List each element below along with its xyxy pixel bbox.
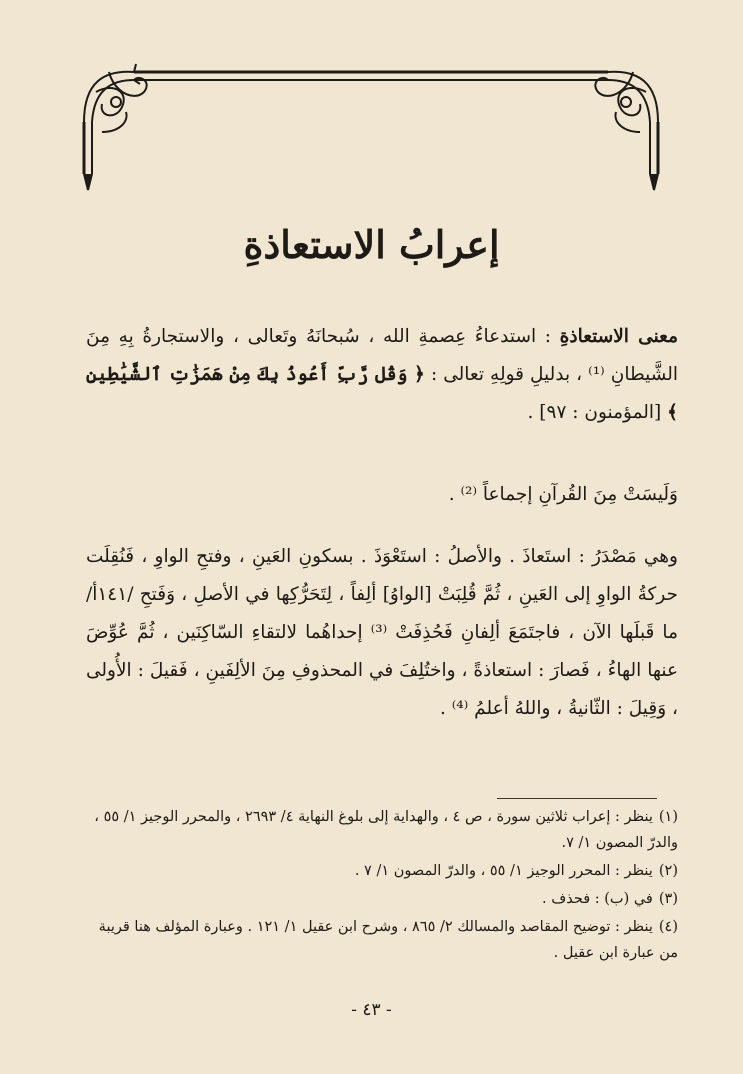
footnote-text: ينظر : إعراب ثلاثين سورة ، ص ٤ ، والهداية إلى بلوغ النهاية ٤/ ٢٦٩٣ ، والمحرر الوجيز ١/ ٥٥ ، والدرّ المصون ١/ ٧. xyxy=(94,809,678,851)
footnote-divider xyxy=(497,798,657,799)
ornamental-frame-icon xyxy=(74,62,668,194)
footnote-text: ينظر : توضيح المقاصد والمسالك ٢/ ٨٦٥ ، وشرح ابن عقيل ١/ ١٢١ . وعبارة المؤلف هنا قريبة من عبارة ابن عقيل . xyxy=(98,919,678,961)
page-title: إعرابُ الاستعاذةِ xyxy=(243,222,500,267)
footnote-number: (٤) xyxy=(658,919,678,935)
footnote-text: في (ب) : فحذف . xyxy=(542,891,653,907)
footnote-item xyxy=(86,804,678,856)
footnote-item xyxy=(86,858,678,884)
paragraph-not-quran: وَلَيسَتْ مِنَ القُرآنِ إجماعاً ⁽²⁾ . xyxy=(448,484,678,505)
quran-verse: ﴿ وَقُل رَّبِّ أَعُوذُ بِكَ مِنْ هَمَزَٰتِ ٱلشَّيَٰطِينِ ﴾ xyxy=(86,364,678,423)
term-heading: معنى الاستعاذةِ xyxy=(559,326,678,347)
footnote-number: (١) xyxy=(658,809,678,825)
paragraph-morphology: وهي مَصْدَرُ : استَعاذَ . والأصلُ : استَعْوَذَ . بسكونِ العَينِ ، وفتحِ الواوِ ، فَنُقِلَت حركةُ الواوِ إلى العَينِ ، ثُمَّ قُلِبَتْ [الواوُ] ألِفاً ، لِتَحَرُّكِها في الأصلِ ، وَفَتحِ /١٤١أ/ ما قَبلَها الآن ، فاجتَمَعَ ألِفانِ فَحُذِفَتْ ⁽³⁾ إحداهُما لالتقاءِ السّاكِنَين ، ثُمَّ عُوِّضَ عنها الهاءُ ، فَصارَ : استعاذةً ، واختُلِفَ في المحذوفِ مِنَ الألِفَينِ ، فَقيلَ : الأُولى ، وَقِيلَ : الثّانيةُ ، واللهُ أعلمُ ⁽⁴⁾ . xyxy=(86,546,678,719)
footnote-text: ينظر : المحرر الوجيز ١/ ٥٥ ، والدرّ المصون ١/ ٧ . xyxy=(354,863,653,879)
footnote-number: (٢) xyxy=(658,863,678,879)
footnote-number: (٣) xyxy=(658,891,678,907)
footnotes-list xyxy=(86,804,678,968)
verse-reference: [المؤمنون : ٩٧] . xyxy=(527,402,668,423)
paragraph-definition xyxy=(86,318,678,432)
definition-text: : استدعاءُ عِصمةِ الله ، سُبحانَهُ وتَعالى ، والاستجارةُ بِهِ مِنَ الشَّيطانِ ⁽¹⁾ ، بدليلِ قولِهِ تعالى : xyxy=(86,326,679,385)
footnote-item xyxy=(86,914,678,966)
footnote-item xyxy=(86,886,678,912)
page-number: - ٤٣ - xyxy=(351,1000,392,1020)
